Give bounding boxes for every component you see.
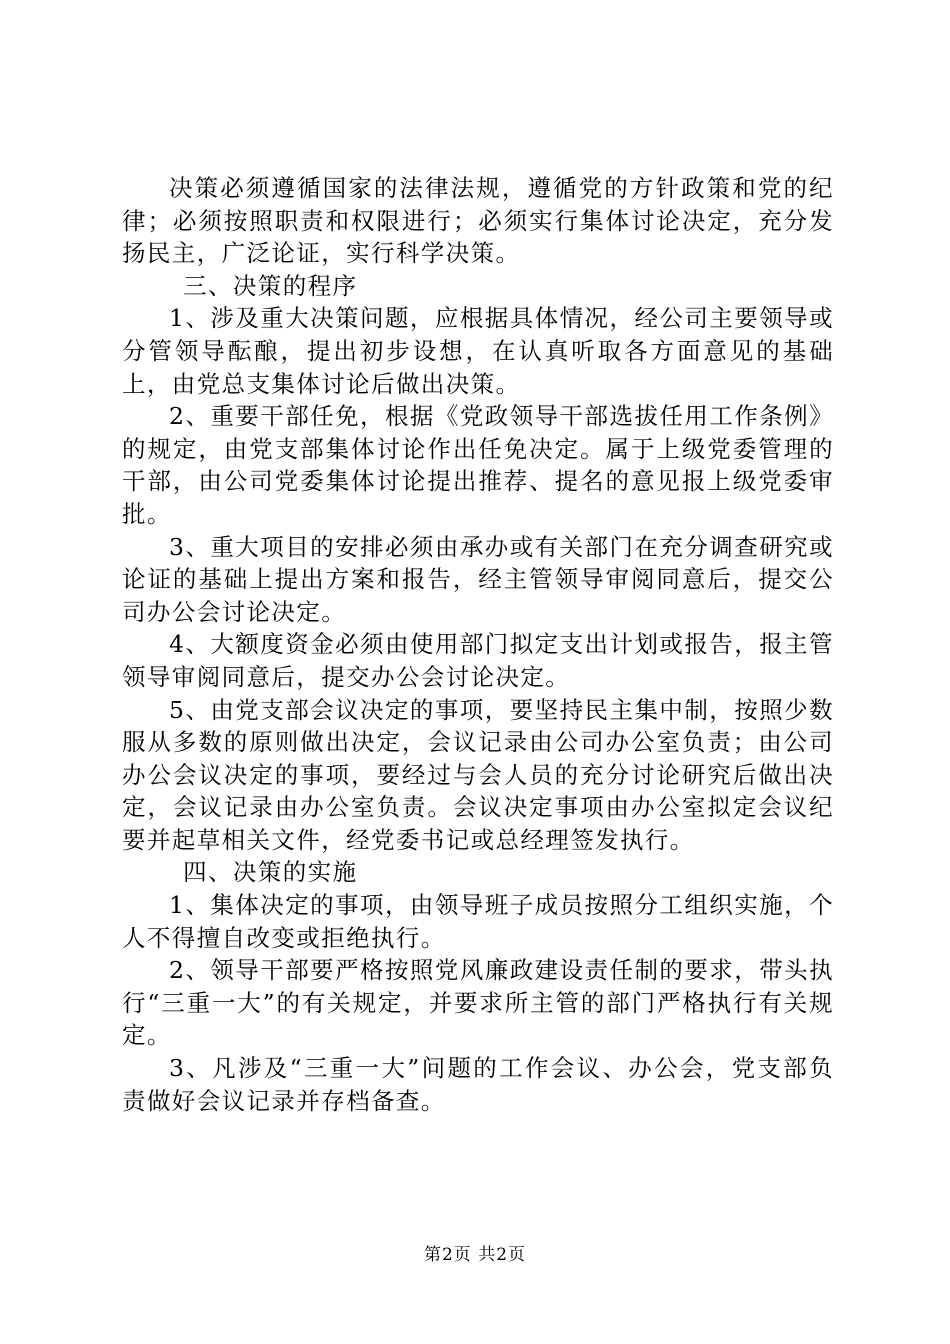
- paragraph-implementation-3: 3、凡涉及“三重一大”问题的工作会议、办公会，党支部负责做好会议记录并存档备查。: [122, 1054, 834, 1115]
- paragraph-procedure-5: 5、由党支部会议决定的事项，要坚持民主集中制，按照少数服从多数的原则做出决定，会议记录由公司办公室负责；由公司办公会议决定的事项，要经过与会人员的充分讨论研究后做出决定，会议记录由办公室负责。会议决定事项由办公室拟定会议纪要并起草相关文件，经党委书记或总经理签发执行。: [122, 695, 834, 854]
- paragraph-procedure-3: 3、重大项目的安排必须由承办或有关部门在充分调查研究或论证的基础上提出方案和报告，经主管领导审阅同意后，提交公司办公会讨论决定。: [122, 532, 834, 626]
- paragraph-procedure-4: 4、大额度资金必须由使用部门拟定支出计划或报告，报主管领导审阅同意后，提交办公会讨论决定。: [122, 630, 834, 691]
- section-heading-decision-procedure: 三、决策的程序: [183, 271, 358, 300]
- paragraph-decision-principles: 决策必须遵循国家的法律法规，遵循党的方针政策和党的纪律；必须按照职责和权限进行；必须实行集体讨论决定，充分发扬民主，广泛论证，实行科学决策。: [122, 174, 834, 268]
- paragraph-procedure-2: 2、重要干部任免，根据《党政领导干部选拔任用工作条例》的规定，由党支部集体讨论作出任免决定。属于上级党委管理的干部，由公司党委集体讨论提出推荐、提名的意见报上级党委审批。: [122, 402, 834, 528]
- paragraph-implementation-2: 2、领导干部要严格按照党风廉政建设责任制的要求，带头执行“三重一大”的有关规定，并要求所主管的部门严格执行有关规定。: [122, 956, 834, 1050]
- section-heading-decision-implementation: 四、决策的实施: [183, 858, 358, 887]
- document-body: [122, 172, 834, 1117]
- paragraph-implementation-1: 1、集体决定的事项，由领导班子成员按照分工组织实施，个人不得擅自改变或拒绝执行。: [122, 891, 834, 952]
- page-number-footer: 第2页 共2页: [423, 1245, 527, 1265]
- paragraph-procedure-1: 1、涉及重大决策问题，应根据具体情况，经公司主要领导或分管领导酝酿，提出初步设想，在认真听取各方面意见的基础上，由党总支集体讨论后做出决策。: [122, 304, 834, 398]
